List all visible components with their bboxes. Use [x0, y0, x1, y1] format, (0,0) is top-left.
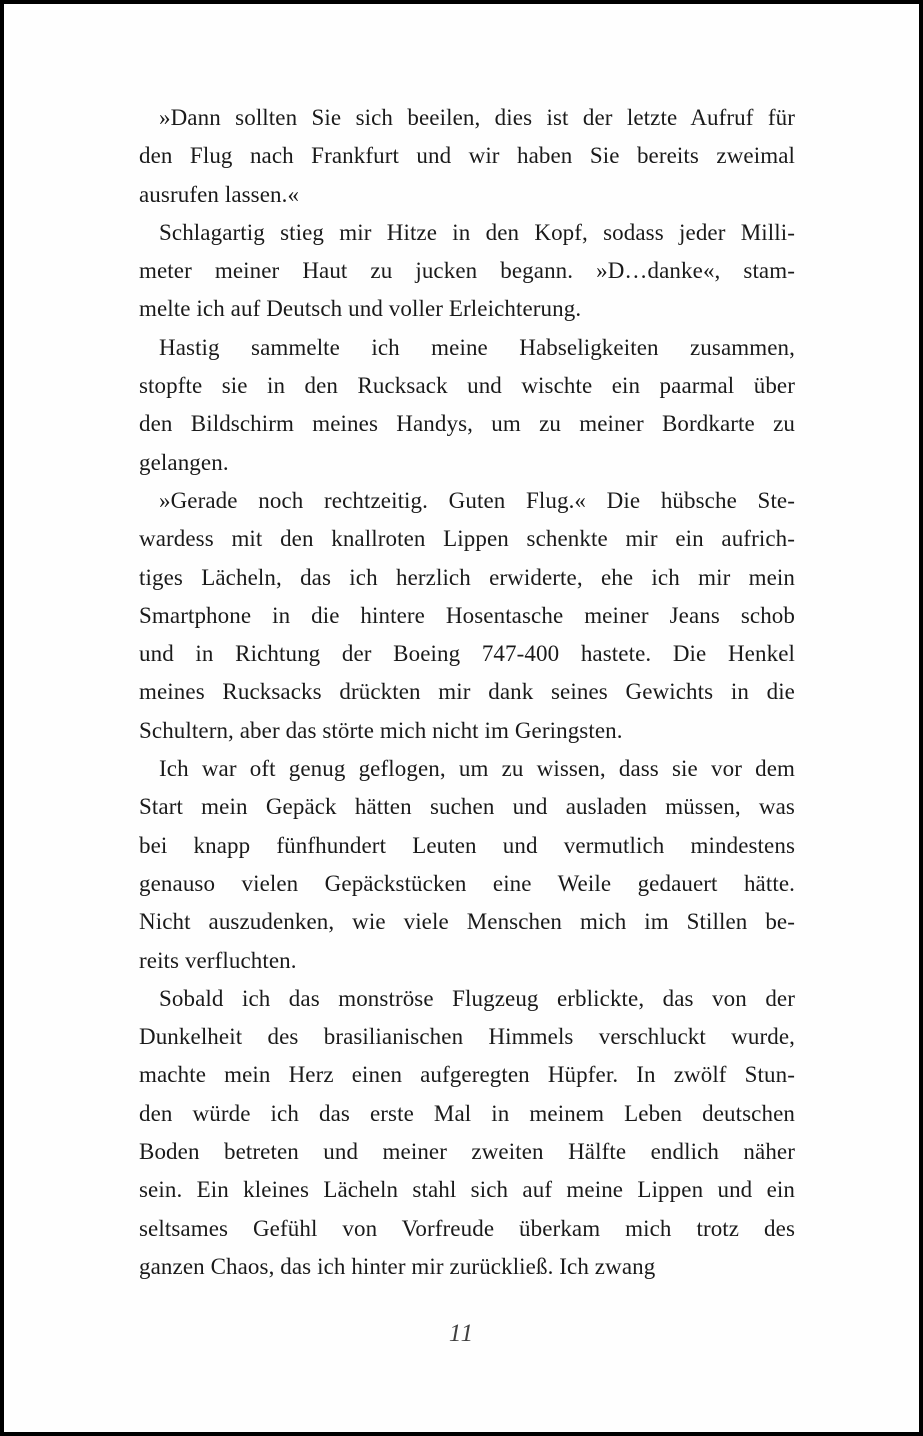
text-line: Hastig sammelte ich meine Habseligkeiten zusammen,	[159, 334, 795, 360]
text-line: Ich war oft genug geflogen, um zu wissen, dass sie vor dem	[159, 756, 795, 782]
text-line: Start mein Gepäck hätten suchen und ausladen müssen, was	[139, 794, 795, 820]
text-line: meines Rucksacks drückten mir dank seines Gewichts in die	[139, 679, 795, 705]
paragraph	[139, 980, 795, 1286]
text-line: Smartphone in die hintere Hosentasche meiner Jeans schob	[139, 602, 795, 628]
text-line: stopfte sie in den Rucksack und wischte ein paarmal über	[139, 373, 795, 399]
text-line: Dunkelheit des brasilianischen Himmels verschluckt wurde,	[139, 1024, 795, 1050]
text-line: melte ich auf Deutsch und voller Erleichterung.	[139, 296, 582, 322]
text-line: und in Richtung der Boeing 747-400 hastete. Die Henkel	[139, 641, 795, 667]
text-line: gelangen.	[139, 449, 229, 475]
text-line: genauso vielen Gepäckstücken eine Weile gedauert hätte.	[139, 870, 795, 896]
text-line: den würde ich das erste Mal in meinem Leben deutschen	[139, 1100, 795, 1126]
text-line: den Flug nach Frankfurt und wir haben Sie bereits zweimal	[139, 143, 795, 169]
text-line: machte mein Herz einen aufgeregten Hüpfer. In zwölf Stun-	[139, 1062, 795, 1088]
text-line: Schultern, aber das störte mich nicht im Geringsten.	[139, 717, 623, 743]
text-line: Schlagartig stieg mir Hitze in den Kopf, sodass jeder Milli-	[159, 219, 795, 245]
text-line: »Gerade noch rechtzeitig. Guten Flug.« Die hübsche Ste-	[159, 487, 795, 513]
text-line: tiges Lächeln, das ich herzlich erwiderte, ehe ich mir mein	[139, 564, 795, 590]
text-line: Boden betreten und meiner zweiten Hälfte endlich näher	[139, 1139, 795, 1165]
text-line: Sobald ich das monströse Flugzeug erblickte, das von der	[159, 985, 795, 1011]
text-line: Nicht auszudenken, wie viele Menschen mich im Stillen be-	[139, 909, 795, 935]
text-line: bei knapp fünfhundert Leuten und vermutlich mindestens	[139, 832, 795, 858]
text-line: reits verfluchten.	[139, 947, 297, 973]
text-line: seltsames Gefühl von Vorfreude überkam mich trotz des	[139, 1215, 795, 1241]
text-line: ganzen Chaos, das ich hinter mir zurückließ. Ich zwang	[139, 1253, 656, 1279]
paragraph	[139, 99, 795, 214]
paragraph	[139, 329, 795, 482]
text-line: »Dann sollten Sie sich beeilen, dies ist der letzte Aufruf für	[159, 105, 795, 130]
page-number: 11	[448, 1320, 475, 1347]
page-text-block	[139, 99, 795, 1286]
text-line: ausrufen lassen.«	[139, 181, 300, 207]
paragraph	[139, 482, 795, 750]
text-line: wardess mit den knallroten Lippen schenkte mir ein aufrich-	[139, 526, 795, 552]
text-line: den Bildschirm meines Handys, um zu meiner Bordkarte zu	[139, 411, 795, 437]
paragraph	[139, 750, 795, 980]
text-line: meter meiner Haut zu jucken begann. »D…danke«, stam-	[139, 258, 795, 284]
paragraph	[139, 214, 795, 329]
text-line: sein. Ein kleines Lächeln stahl sich auf meine Lippen und ein	[139, 1177, 795, 1203]
